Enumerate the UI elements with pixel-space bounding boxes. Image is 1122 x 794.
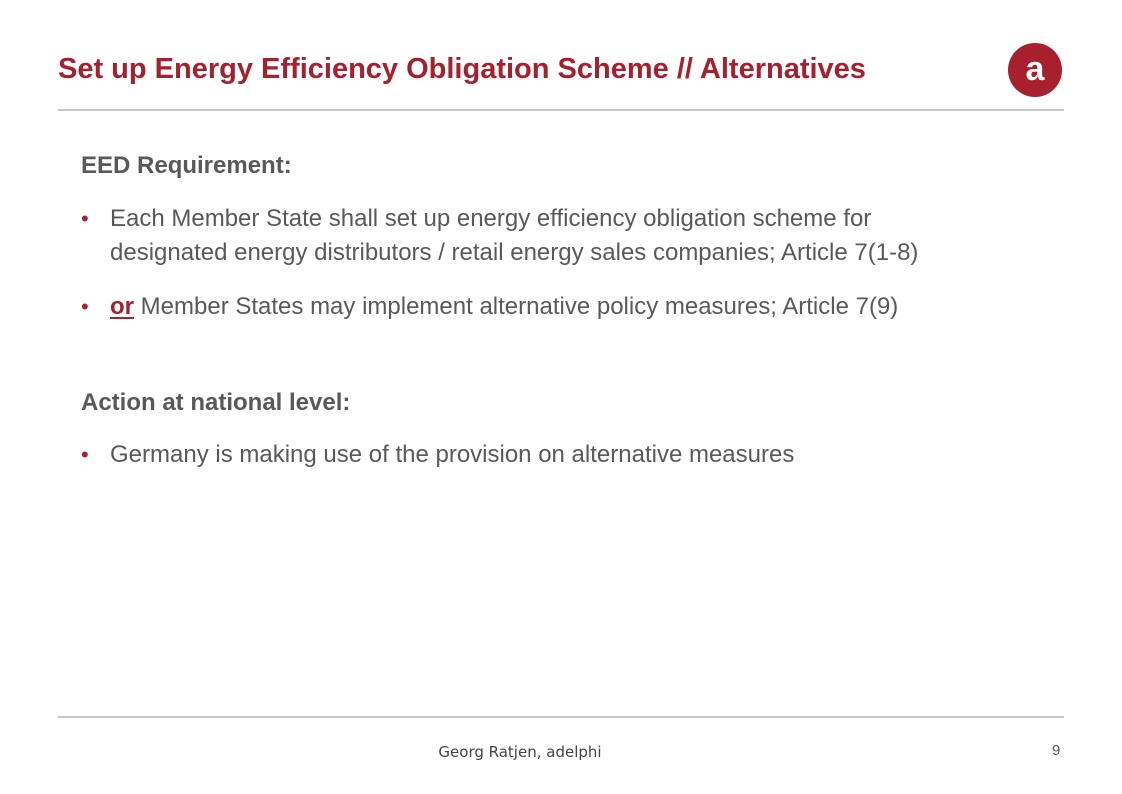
list-item [81,438,1111,472]
bullet-text: Germany is making use of the provision on alternative measures [110,440,795,468]
bullet-text-line: designated energy distributors / retail energy sales companies; Article 7(1-8) [110,238,919,266]
bullet-icon: • [81,441,89,467]
footer-divider [58,716,1064,718]
list-item [81,290,1111,324]
footer-author: Georg Ratjen, adelphi [438,743,602,761]
bullet-text: Member States may implement alternative policy measures; Article 7(9) [134,292,899,320]
bullet-text-line: Each Member State shall set up energy efficiency obligation scheme for [110,204,872,232]
bullet-icon: • [81,205,89,231]
bullet-icon: • [81,293,89,319]
eed-requirement-list [81,202,1111,324]
national-action-list [81,438,1111,472]
eed-requirement-heading: EED Requirement: [81,152,292,179]
slide-title: Set up Energy Efficiency Obligation Scheme // Alternatives [58,53,866,85]
page-number: 9 [1052,742,1061,759]
or-emphasis: or [110,292,134,320]
header-divider [58,109,1064,111]
slide-body [81,152,1111,472]
national-action-heading: Action at national level: [81,388,351,416]
logo-letter: a [1025,50,1045,88]
list-item [81,202,1111,270]
adelphi-logo [1008,43,1062,97]
